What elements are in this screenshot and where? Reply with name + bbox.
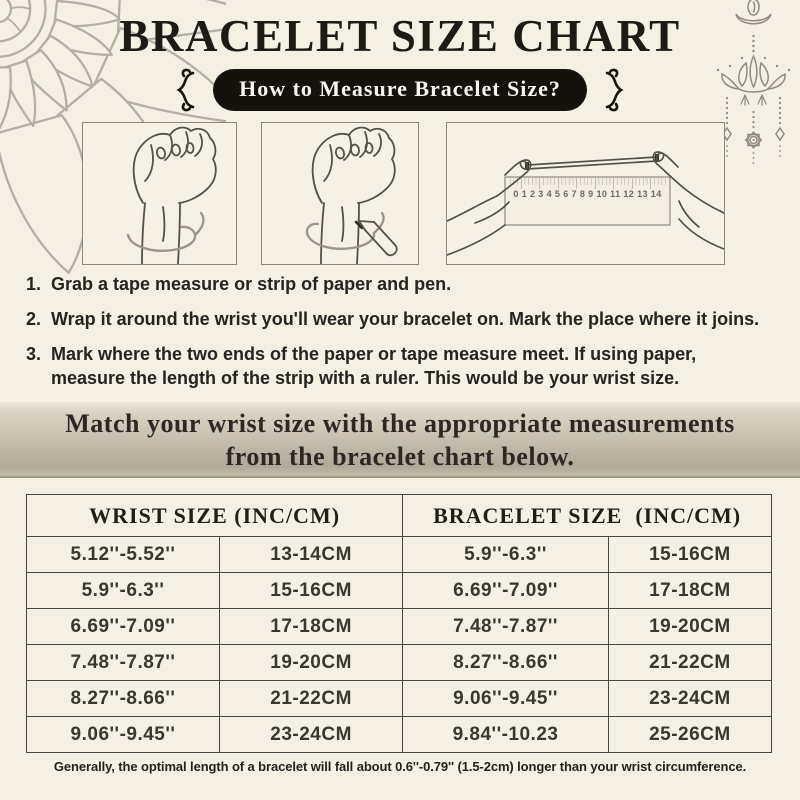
table-cell: 8.27''-8.66'' — [27, 681, 220, 717]
illustration-mark-pen — [261, 122, 419, 265]
instruction-item — [26, 307, 788, 331]
table-cell: 13-14CM — [219, 537, 402, 573]
table-row — [27, 573, 772, 609]
instruction-number: 3. — [26, 344, 42, 365]
table-cell: 5.9''-6.3'' — [403, 537, 609, 573]
table-row — [27, 717, 772, 753]
instruction-number: 1. — [26, 274, 42, 294]
instruction-text: Wrap it around the wrist you'll wear your bracelet on. Mark the place where it joins. — [51, 309, 760, 330]
footnote: Generally, the optimal length of a bracelet will fall about 0.6''-0.79'' (1.5-2cm) longer than your wrist circumference. — [53, 759, 747, 774]
illustration-wrap-tape — [82, 122, 237, 265]
table-row — [27, 609, 772, 645]
table-cell: 17-18CM — [608, 573, 771, 609]
table-cell: 15-16CM — [219, 573, 402, 609]
ruler-numbers: 0 1 2 3 4 5 6 7 8 9 10 11 12 13 14 — [513, 189, 662, 199]
table-cell: 19-20CM — [219, 645, 402, 681]
hand-pen-icon — [262, 123, 418, 264]
table-cell: 17-18CM — [219, 609, 402, 645]
match-banner — [0, 402, 800, 478]
table-cell: 6.69''-7.09'' — [27, 609, 220, 645]
instruction-text: Grab a tape measure or strip of paper and pen. — [51, 274, 452, 294]
measure-badge: How to Measure Bracelet Size? — [213, 69, 587, 111]
table-row — [27, 681, 772, 717]
table-cell: 9.06''-9.45'' — [403, 681, 609, 717]
instruction-text: Mark where the two ends of the paper or tape measure meet. If using paper, measure the length of the strip with a ruler. This would be your wrist size. — [51, 344, 697, 389]
table-cell: 21-22CM — [608, 645, 771, 681]
table-header-wrist: WRIST SIZE (INC/CM) — [27, 495, 403, 537]
table-cell: 21-22CM — [219, 681, 402, 717]
table-header-bracelet: BRACELET SIZE (INC/CM) — [403, 495, 772, 537]
flourish-right-icon — [600, 68, 630, 112]
table-cell: 5.9''-6.3'' — [27, 573, 220, 609]
table-cell: 25-26CM — [608, 717, 771, 753]
banner-text: Match your wrist size with the appropriate measurements from the bracelet chart below. — [65, 408, 735, 471]
table-cell: 7.48''-7.87'' — [27, 645, 220, 681]
hand-wrap-icon — [83, 123, 236, 264]
badge-row — [0, 68, 800, 112]
table-row — [27, 645, 772, 681]
flourish-left-icon — [170, 68, 200, 112]
instructions-list — [26, 272, 788, 401]
table-cell: 8.27''-8.66'' — [403, 645, 609, 681]
table-cell: 7.48''-7.87'' — [403, 609, 609, 645]
illustration-ruler-measure — [446, 122, 725, 265]
table-cell: 9.84''-10.23 — [403, 717, 609, 753]
table-cell: 19-20CM — [608, 609, 771, 645]
table-cell: 23-24CM — [219, 717, 402, 753]
table-cell: 9.06''-9.45'' — [27, 717, 220, 753]
table-cell: 6.69''-7.09'' — [403, 573, 609, 609]
page-title: BRACELET SIZE CHART — [119, 11, 681, 61]
instruction-item — [26, 342, 763, 390]
table-row — [27, 537, 772, 573]
table-cell: 5.12''-5.52'' — [27, 537, 220, 573]
table-cell: 23-24CM — [608, 681, 771, 717]
instruction-item — [26, 272, 788, 296]
size-table — [26, 494, 772, 753]
instruction-number: 2. — [26, 309, 42, 330]
table-cell: 15-16CM — [608, 537, 771, 573]
